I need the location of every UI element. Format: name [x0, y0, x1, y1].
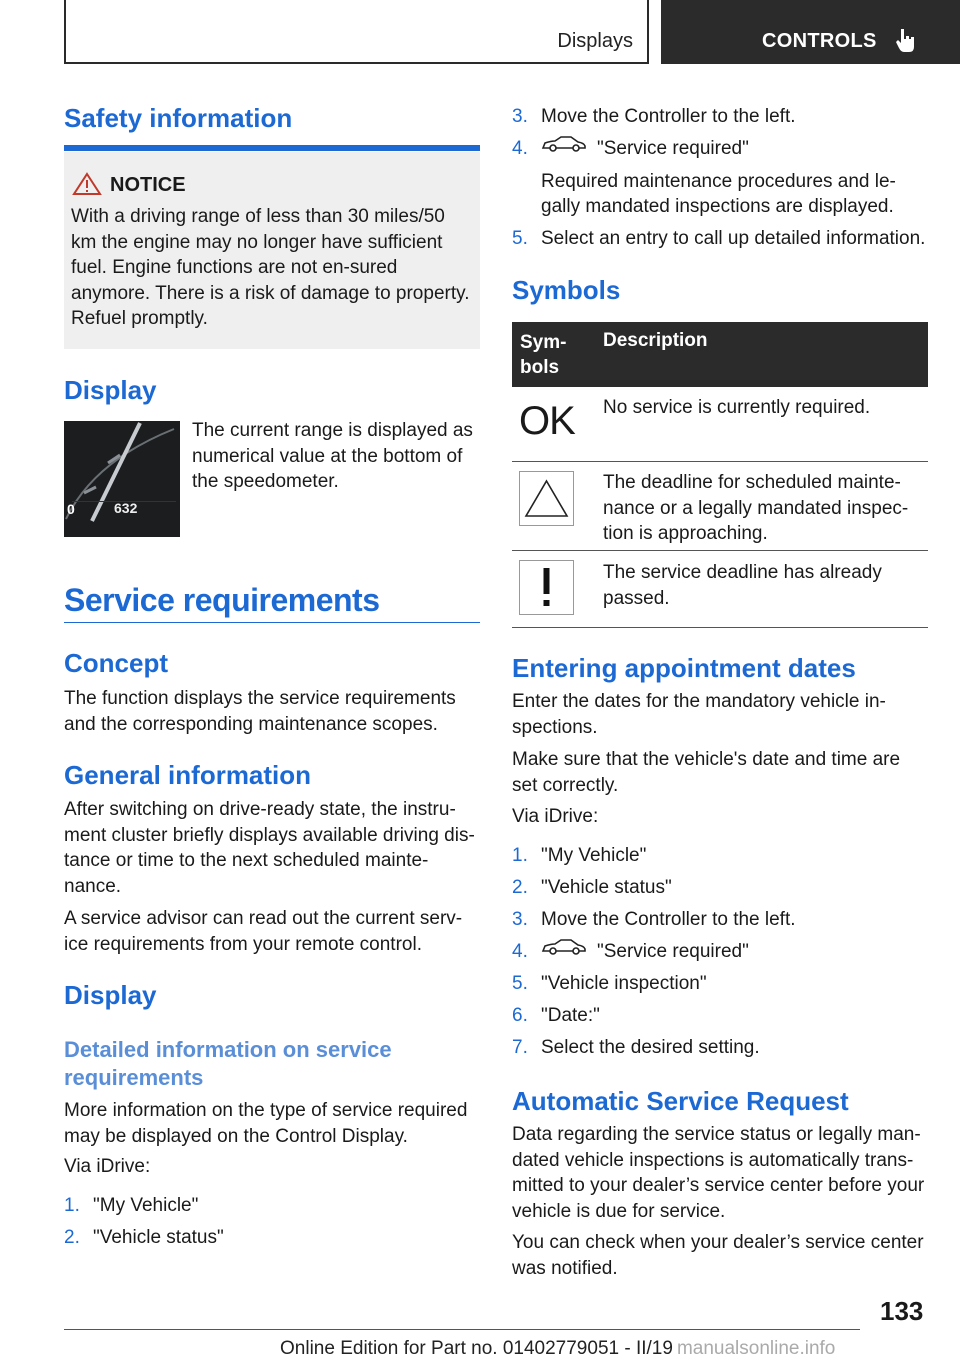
ok-symbol: OK [519, 399, 575, 443]
concept-text: The function displays the service requirements and the corresponding maintenance scopes. [64, 688, 456, 735]
car-icon [541, 937, 587, 963]
list-item: 2. "Vehicle status" [512, 877, 672, 898]
table-col-description: Description [603, 330, 708, 351]
appointment-text-1: Enter the dates for the mandatory vehicle in-spections. [512, 691, 886, 738]
auto-service-heading: Automatic Service Request [512, 1086, 849, 1116]
service-rule [64, 622, 480, 623]
service-requirements-heading: Service requirements [64, 582, 380, 618]
gauge-range-value: 632 [114, 500, 138, 516]
appointment-heading: Entering appointment dates [512, 653, 856, 683]
table-divider [512, 461, 928, 462]
warning-icon [72, 172, 102, 201]
safety-rule [64, 145, 480, 151]
left-steps-list [64, 1193, 480, 1257]
list-item: 4. "Service required" [512, 939, 930, 965]
table-col-symbols: Sym-bols [520, 332, 567, 378]
header-section-box [64, 0, 649, 64]
safety-info-heading: Safety information [64, 103, 293, 133]
hand-pointer-icon [895, 27, 917, 58]
header-section-title: Displays [557, 30, 633, 52]
general-info-text-2: A service advisor can read out the current serv-ice requirements from your remote control. [64, 908, 463, 955]
auto-service-text-1: Data regarding the service status or legally man-dated vehicle inspections is automatically trans-mitted to your dealer’s service center before your vehicle is due for service. [512, 1124, 925, 1222]
symbols-heading: Symbols [512, 275, 621, 305]
symbols-table-header [512, 322, 928, 387]
footer-watermark: manualsonline.info [676, 1338, 836, 1359]
table-row-ok-text: No service is currently required. [603, 397, 871, 418]
list-item: 1. "My Vehicle" [64, 1195, 199, 1216]
list-item: 2. "Vehicle status" [64, 1227, 224, 1248]
table-divider [512, 627, 928, 628]
footer-edition: Online Edition for Part no. 01402779051 - II/19 manualsonline.info [280, 1338, 836, 1359]
speedometer-image [64, 421, 180, 537]
header-chapter-box [661, 0, 960, 64]
header-chapter-title: CONTROLS [762, 30, 877, 52]
table-row-approaching-text: The deadline for scheduled mainte-nance or a legally mandated inspec-tion is approaching. [603, 472, 909, 544]
general-info-text-1: After switching on drive-ready state, the instru-ment cluster briefly displays available driving dis-tance or time to the next scheduled mainte-nance. [64, 799, 475, 897]
car-icon [541, 134, 587, 160]
list-item: 1. "My Vehicle" [512, 845, 647, 866]
notice-box [64, 152, 480, 349]
display-heading: Display [64, 375, 157, 405]
notice-title: NOTICE [110, 174, 186, 196]
list-item: 5. "Vehicle inspection" [512, 973, 707, 994]
list-item: 4. "Service required" Required maintenance procedures and le-gally mandated inspections are displayed. [512, 136, 930, 220]
list-item: 3. Move the Controller to the left. [512, 106, 796, 127]
via-idrive-left: Via iDrive: [64, 1156, 151, 1177]
detailed-info-heading: Detailed information on service requirements [64, 1037, 392, 1090]
footer-rule [64, 1329, 860, 1330]
table-row-passed-text: The service deadline has already passed. [603, 562, 882, 609]
notice-text: With a driving range of less than 30 miles/50 km the engine may no longer have sufficient fuel. Engine functions are not en-sured anymore. There is a risk of damage to property. Refuel promptly. [71, 206, 470, 329]
appointment-text-2: Make sure that the vehicle's date and time are set correctly. [512, 749, 901, 796]
triangle-icon [519, 471, 574, 526]
right-steps-list [512, 104, 930, 258]
page-number: 133 [880, 1296, 924, 1326]
concept-heading: Concept [64, 648, 168, 678]
display-description: The current range is displayed as numerical value at the bottom of the speedometer. [192, 420, 473, 492]
detailed-info-text: More information on the type of service required may be displayed on the Control Display. [64, 1100, 468, 1147]
appointment-steps-list [512, 843, 930, 1067]
list-item: 7. Select the desired setting. [512, 1037, 760, 1058]
exclamation-icon [519, 560, 574, 615]
display2-heading: Display [64, 980, 157, 1010]
gauge-zero: 0 [67, 501, 75, 517]
table-divider [512, 550, 928, 551]
list-item: 6. "Date:" [512, 1005, 600, 1026]
step-subtext: Required maintenance procedures and le-gally mandated inspections are displayed. [541, 170, 896, 217]
list-item: 5. Select an entry to call up detailed information. [512, 228, 926, 249]
list-item: 3. Move the Controller to the left. [512, 909, 796, 930]
auto-service-text-2: You can check when your dealer’s service center was notified. [512, 1232, 924, 1279]
via-idrive-right: Via iDrive: [512, 806, 599, 827]
general-info-heading: General information [64, 760, 312, 790]
